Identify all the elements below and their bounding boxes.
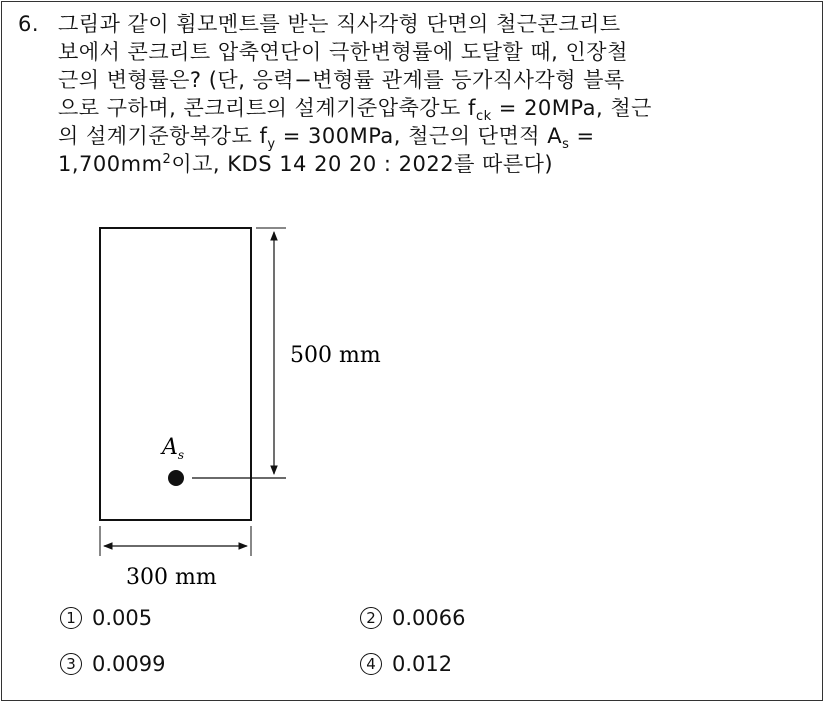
choice-3[interactable] — [60, 652, 165, 676]
question-line-3 — [18, 66, 808, 94]
fy-value: = 300MPa, 철근의 단면적 — [275, 124, 548, 148]
choice-3-value: 0.0099 — [92, 652, 166, 676]
choice-3-marker: 3 — [60, 653, 82, 675]
choice-4-marker: 4 — [360, 653, 382, 675]
question-line-4 — [18, 94, 808, 125]
area-superscript: 2 — [162, 152, 172, 167]
height-label: 500 mm — [290, 343, 381, 368]
choice-1[interactable] — [60, 606, 152, 630]
question-line-6-text: 이고, KDS 14 20 20 : 2022를 따른다) — [171, 152, 554, 176]
width-label: 300 mm — [126, 565, 217, 590]
question-line-2 — [18, 38, 808, 66]
choice-1-marker: 1 — [60, 607, 82, 629]
question-line-4-text: 으로 구하며, 콘크리트의 설계기준압축강도 — [58, 96, 469, 120]
choice-1-value: 0.005 — [92, 606, 153, 630]
beam-section-diagram — [90, 220, 381, 600]
question-number: 6. — [18, 12, 40, 36]
choice-2[interactable] — [360, 606, 465, 630]
question-line-5 — [18, 122, 808, 153]
question-line-3-text: 근의 변형률은? (단, 응력−변형률 관계를 등가직사각형 블록 — [58, 68, 625, 92]
question-line-5-text: 의 설계기준항복강도 — [58, 124, 260, 148]
choice-4[interactable] — [360, 652, 452, 676]
question-line-1 — [18, 10, 808, 38]
question-line-2-text: 보에서 콘크리트 압축연단이 극한변형률에 도달할 때, 인장철 — [58, 40, 628, 64]
fck-symbol: f — [468, 96, 476, 120]
reinforcement-bar — [168, 470, 184, 486]
choice-4-value: 0.012 — [392, 652, 453, 676]
as-symbol: A — [547, 124, 563, 148]
choice-2-value: 0.0066 — [392, 606, 466, 630]
fy-symbol: f — [259, 124, 268, 148]
steel-label: $A_s$ — [162, 435, 185, 462]
choice-2-marker: 2 — [360, 607, 382, 629]
fck-subscript: ck — [475, 109, 492, 125]
as-subscript: s — [562, 137, 570, 153]
as-equals: = — [569, 124, 595, 148]
question-line-6 — [18, 150, 808, 178]
fy-subscript: y — [267, 137, 276, 153]
question-line-1-text: 그림과 같이 휨모멘트를 받는 직사각형 단면의 철근콘크리트 — [58, 12, 621, 36]
fck-value: = 20MPa, 철근 — [491, 96, 652, 120]
question-text — [18, 10, 808, 178]
area-value: 1,700mm — [58, 152, 163, 176]
